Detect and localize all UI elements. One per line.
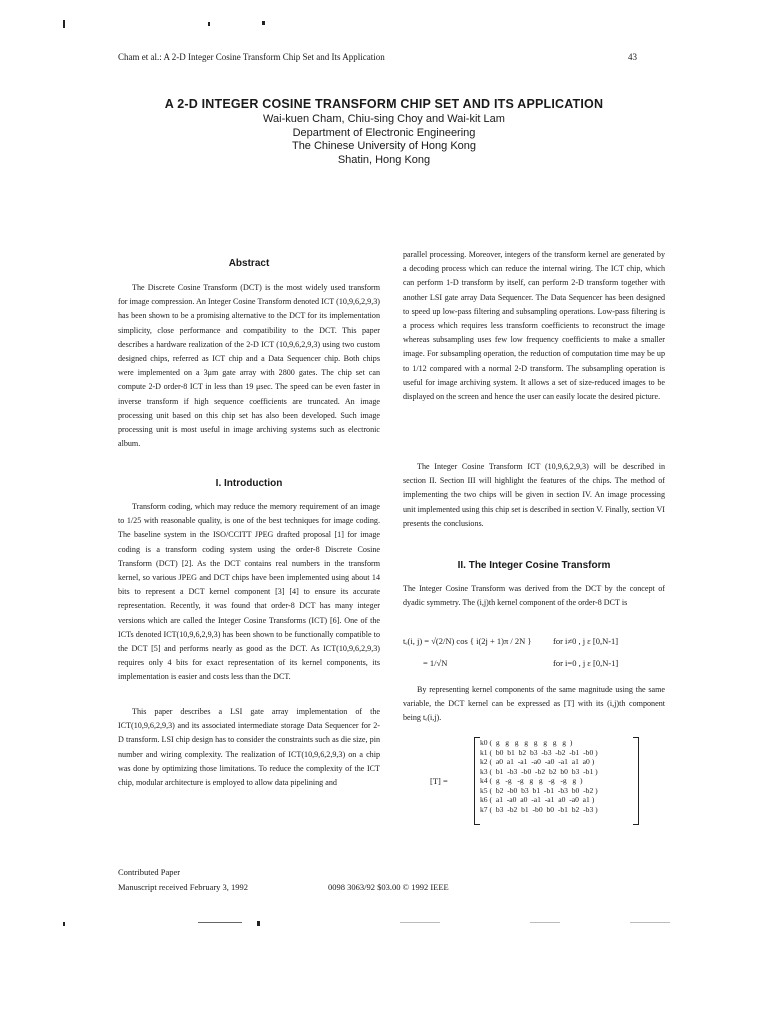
ict-paragraph-1: The Integer Cosine Transform was derived from the DCT by the concept of dyadic symmetry. The (i,j)th kernel component of the order-8 DCT is <box>403 584 665 608</box>
scan-mark <box>262 21 265 25</box>
scan-mark <box>208 22 210 26</box>
author-block <box>0 113 768 167</box>
scan-mark <box>630 922 670 923</box>
matrix-row: k2 ( a0 a1 -a1 -a0 -a0 -a1 a1 a0 ) <box>480 757 595 766</box>
scan-mark <box>530 922 560 923</box>
abstract-heading: Abstract <box>228 258 270 269</box>
introduction-body <box>118 500 380 685</box>
abstract-body <box>118 281 380 451</box>
scan-mark <box>198 922 242 923</box>
scan-mark <box>63 20 65 28</box>
author-city: Shatin, Hong Kong <box>337 153 431 166</box>
author-names: Wai-kuen Cham, Chiu-sing Choy and Wai-kit Lam <box>263 113 505 125</box>
equation-1-condition: for i≠0 , j ε [0,N-1] <box>553 636 619 646</box>
abstract-paragraph: The Discrete Cosine Transform (DCT) is the most widely used transform for image compression. An Integer Cosine Transform denoted ICT (10,9,6,2,9,3) has been shown to be a promising alternative to the DCT for its implementation simplicity, close performance and compatibility to the DCT. This paper describes a hardware realization of the 2-D ICT (10,9,6,2,9,3) using two custom designed chips, referred as ICT chip and a Data Sequencer chip. Both chips were implemented on a 3μm gate array with 2800 gates. The chip set can compute 2-D order-8 ICT in less than 19 μsec. The speed can be even faster in inverse transform if high sequence coefficients are truncated. An image processing unit based on this chip set has also been developed. Such image processing unit is most useful in image archiving systems such as electronic album. <box>118 283 380 449</box>
matrix-row: k1 ( b0 b1 b2 b3 -b3 -b2 -b1 -b0 ) <box>480 747 598 757</box>
ict-body <box>403 582 665 610</box>
ict-heading: II. The Integer Cosine Transform <box>457 560 611 571</box>
intro-paragraph-1: Transform coding, which may reduce the memory requirement of an image to 1/25 with reasonable quality, is one of the best techniques for image coding. The baseline system in the ISO/CCITT JPEG drafted proposal [1] for image coding is a transform coding system using the order-8 Discrete Cosine Transform (DCT) [2]. As the DCT contains real numbers in the transform kernel, so various JPEG and DCT chips have been implemented using about 14 bits to represent a DCT kernel component [3] [4] to ensure its accurate representation. Recently, it was found that order-8 DCT has many integer versions which are called the Integer Cosine Transforms (ICT) [6]. One of the ICTs denoted ICT(10,9,6,2,9,3) has been shown to be functionally compatible to the DCT [5] and performs nearly as good as the DCT. As ICT(10,9,6,2,9,3) requires only 4 bits for exact representation of its kernel components, its implementation is easier and costs less than the DCT. <box>118 502 380 682</box>
introduction-body-2 <box>118 705 380 790</box>
scan-mark <box>257 921 260 926</box>
ict-body-2 <box>403 683 665 726</box>
scan-mark <box>63 922 65 926</box>
equation-1: tₑ(i, j) = √(2/N) cos { i(2j + 1)π / 2N } <box>403 636 532 646</box>
matrix-row: k7 ( b3 -b2 b1 -b0 b0 -b1 b2 -b3 ) <box>480 804 598 814</box>
right-paragraph-1: parallel processing. Moreover, integers of the transform kernel are generated by a decoding process which can reduce the internal wiring. The ICT chip, which can perform 1-D transform by itself, can perform 2-D transform together with another LSI gate array Data Sequencer. The Data Sequencer has been designed to speed up low-pass filtering and subsampling operations. Low-pass filtering is a process which requires less transform coefficients to reconstruct the image whereas subsampling uses few low frequency coefficients to make a smaller image. For subsampling operation, the reduction of computation time may be up to 1/12 compared with a normal 2-D transform. The subsampling operation is useful for image archiving system. It allows a set of size-reduced images to be displayed on the screen and hence the user can easily locate the desired picture. <box>403 250 665 402</box>
matrix-row: k5 ( b2 -b0 b3 b1 -b1 -b3 b0 -b2 ) <box>480 785 598 795</box>
author-university: The Chinese University of Hong Kong <box>291 140 477 152</box>
page-number: 43 <box>628 52 637 62</box>
right-paragraph-2: The Integer Cosine Transform ICT (10,9,6,2,9,3) will be described in section II. Section III will highlight the features of the chips. The method of implementing the two chips will be given in section IV. An image processing unit implemented using this chip set is described in section V. Finally, section VI presents the conclusions. <box>403 462 665 528</box>
equation-2-condition: for i=0 , j ε [0,N-1] <box>553 658 619 668</box>
introduction-heading: I. Introduction <box>215 478 283 489</box>
paper-title: A 2-D INTEGER COSINE TRANSFORM CHIP SET AND ITS APPLICATION <box>164 97 604 111</box>
right-column-body <box>403 248 665 404</box>
matrix-label: [T] = <box>430 776 448 786</box>
contributed-paper-note: Contributed Paper <box>118 867 181 877</box>
equation-2: = 1/√N <box>423 658 448 668</box>
matrix-row: k4 ( g -g -g g g -g -g g ) <box>480 776 583 785</box>
intro-paragraph-2: This paper describes a LSI gate array implementation of the ICT(10,9,6,2,9,3) and its associated intermediate storage Data Sequencer for 2-D transform. LSI chip design has to consider the constraints such as die size, pin number and wiring complexity. The realization of ICT(10,9,6,2,9,3) on a chip was done by optimizing those limitations. To reduce the complexity of the ICT chip, modular architecture is employed to allow data pipelining and <box>118 707 380 788</box>
matrix-right-bracket <box>633 737 639 825</box>
matrix-row: k0 ( g g g g g g g g ) <box>480 738 573 747</box>
ict-paragraph-2: By representing kernel components of the same magnitude using the same variable, the DCT kernel can be expressed as [T] with its (i,j)th component being tₑ(i,j). <box>403 685 665 723</box>
author-department: Department of Electronic Engineering <box>292 126 476 139</box>
running-head: Cham et al.: A 2-D Integer Cosine Transform Chip Set and Its Application <box>118 52 385 62</box>
manuscript-received: Manuscript received February 3, 1992 <box>118 882 249 892</box>
matrix-row: k3 ( b1 -b3 -b0 -b2 b2 b0 b3 -b1 ) <box>480 766 598 776</box>
matrix-row: k6 ( a1 -a0 a0 -a1 -a1 a0 -a0 a1 ) <box>480 795 595 804</box>
scan-mark <box>400 922 440 923</box>
right-column-body-2 <box>403 460 665 531</box>
publication-code: 0098 3063/92 $03.00 © 1992 IEEE <box>328 882 449 892</box>
kernel-matrix <box>480 738 598 814</box>
